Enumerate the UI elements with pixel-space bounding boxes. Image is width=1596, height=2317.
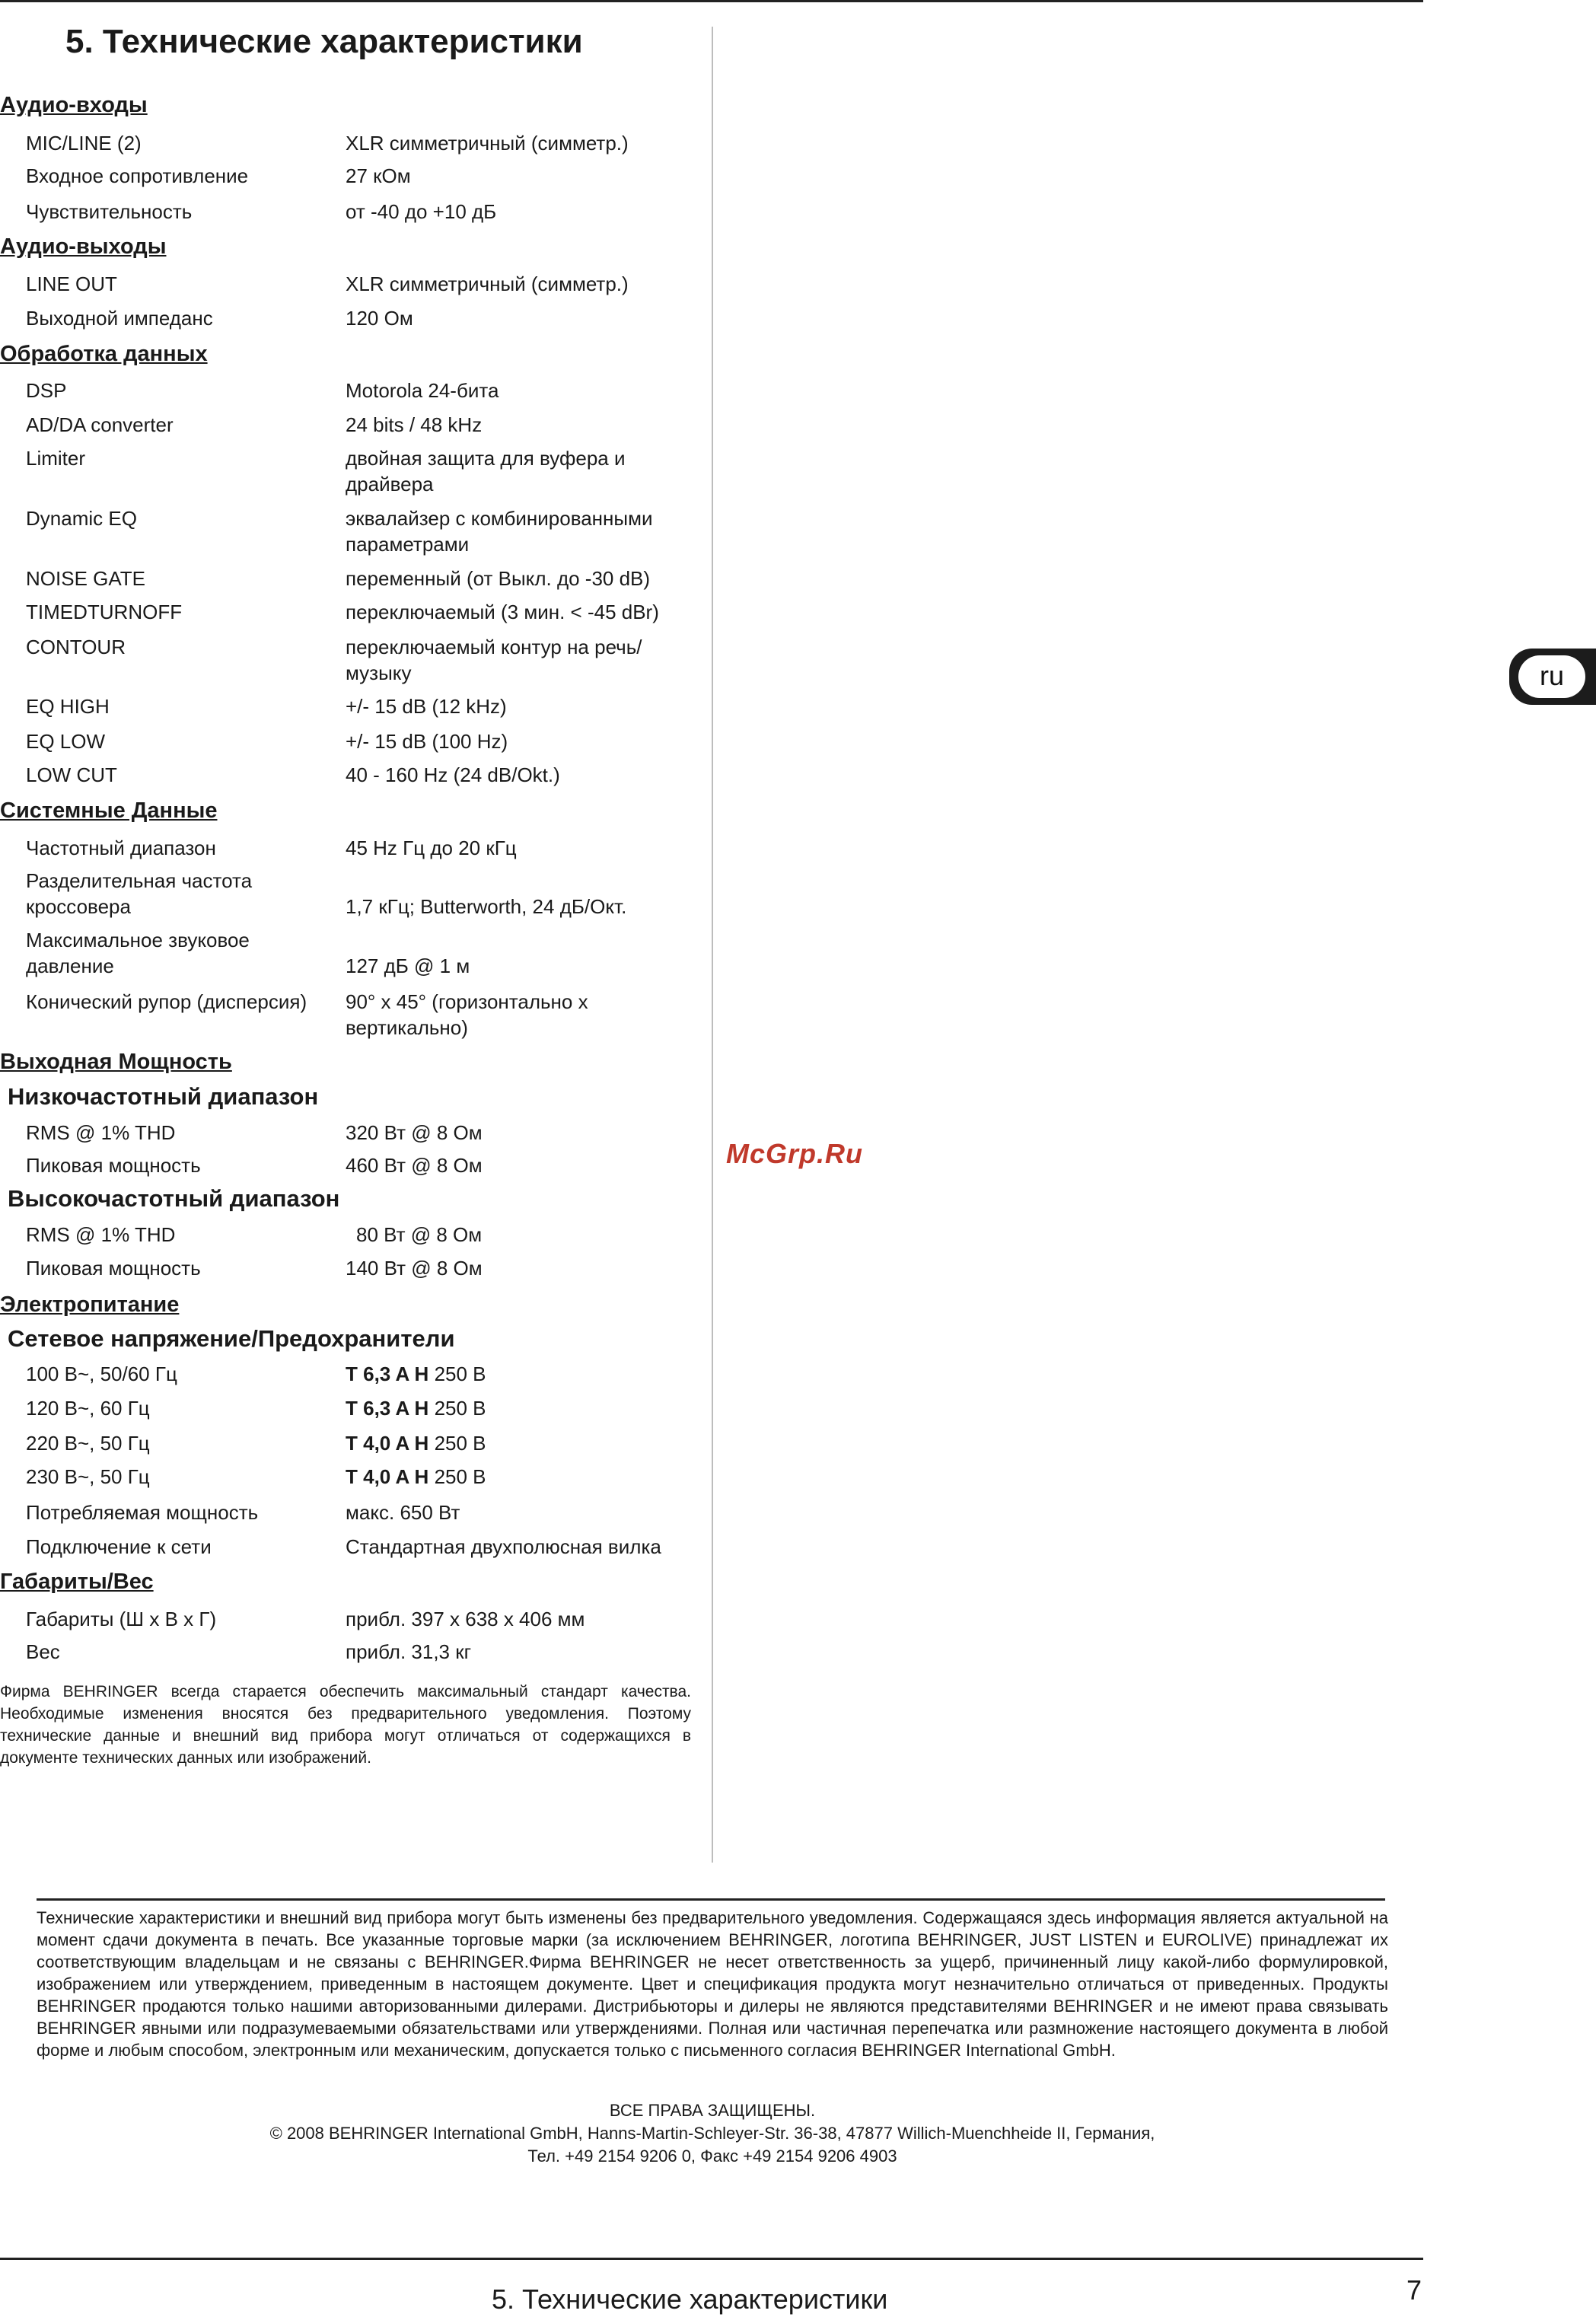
spec-label: Пиковая мощность <box>26 1257 201 1280</box>
spec-value: переменный (от Выкл. до -30 dB) <box>346 567 651 590</box>
fuse-type: T 4,0 A H <box>346 1465 429 1488</box>
spec-value: 90° x 45° (горизонтально x вертикально) <box>346 990 588 1039</box>
subsection-low-frequency: Низкочастотный диапазон <box>8 1083 319 1110</box>
fuse-type: T 4,0 A H <box>346 1432 429 1455</box>
spec-value: 24 bits / 48 kHz <box>346 413 483 436</box>
spec-label: Конический рупор (дисперсия) <box>26 990 307 1013</box>
spec-value <box>346 1430 703 1456</box>
spec-table <box>0 0 708 1675</box>
spec-label: Чувствительность <box>26 200 193 223</box>
spec-label: CONTOUR <box>26 636 126 658</box>
spec-label: Подключение к сети <box>26 1535 212 1558</box>
rights-reserved: ВСЕ ПРАВА ЗАЩИЩЕНЫ. <box>609 2101 816 2120</box>
spec-label: DSP <box>26 379 67 402</box>
spec-label: AD/DA converter <box>26 413 174 436</box>
spec-note: Фирма BEHRINGER всегда старается обеспечить максимальный стандарт качества. Необходимые изменения вносятся без предварительного уведомления. Поэтому технические данные и внешний вид прибора могут отличаться от содержащихся в документе технических данных или изображений. <box>0 1683 691 1767</box>
section-processing-title: Обработка данных <box>0 342 208 366</box>
spec-label: Dynamic EQ <box>26 507 137 530</box>
spec-label: RMS @ 1% THD <box>26 1223 176 1246</box>
bottom-rule <box>0 2258 1423 2260</box>
spec-value: XLR симметричный (симметр.) <box>346 132 629 155</box>
spec-label: Максимальное звуковое давление <box>26 929 250 977</box>
fuse-rating: 250 В <box>434 1362 486 1385</box>
spec-label: Потребляемая мощность <box>26 1501 259 1524</box>
spec-value: Стандартная двухполюсная вилка <box>346 1535 661 1558</box>
spec-label: 120 В~, 60 Гц <box>26 1397 150 1420</box>
spec-value: 140 Вт @ 8 Ом <box>346 1257 483 1280</box>
spec-value: 320 Вт @ 8 Ом <box>346 1121 483 1144</box>
spec-value: 1,7 кГц; Butterworth, 24 дБ/Окт. <box>346 895 627 918</box>
copyright-line: © 2008 BEHRINGER International GmbH, Hanns-Martin-Schleyer-Str. 36-38, 47877 Willich-Muenchheide II, Германия, <box>269 2124 1155 2143</box>
spec-label: Выходной импеданс <box>26 307 213 330</box>
rights-block <box>37 2099 1388 2168</box>
page-number: 7 <box>1406 2274 1422 2306</box>
spec-label: EQ LOW <box>26 730 106 753</box>
spec-label: Пиковая мощность <box>26 1154 201 1177</box>
subsection-mains-fuses: Сетевое напряжение/Предохранители <box>8 1325 455 1352</box>
spec-label: 220 В~, 50 Гц <box>26 1432 150 1455</box>
section-output-power-title: Выходная Мощность <box>0 1050 232 1074</box>
fuse-type: T 6,3 A H <box>346 1362 429 1385</box>
section-audio-inputs-title: Аудио-входы <box>0 93 148 117</box>
spec-label: Разделительная частота кроссовера <box>26 869 253 918</box>
footer-title: 5. Технические характеристики <box>492 2284 888 2315</box>
spec-label: LINE OUT <box>26 272 117 295</box>
spec-label: Частотный диапазон <box>26 837 216 859</box>
page-title: 5. Технические характеристики <box>65 23 583 60</box>
spec-label: RMS @ 1% THD <box>26 1121 176 1144</box>
spec-value: прибл. 31,3 кг <box>346 1640 472 1663</box>
spec-value: 45 Hz Гц до 20 кГц <box>346 837 517 859</box>
watermark: McGrp.Ru <box>726 1138 864 1169</box>
spec-value: 27 кОм <box>346 164 411 187</box>
spec-label: EQ HIGH <box>26 695 110 718</box>
spec-label: LOW CUT <box>26 763 117 786</box>
spec-value: макс. 650 Вт <box>346 1501 460 1524</box>
spec-value: двойная защита для вуфера и драйвера <box>346 447 626 496</box>
section-system-title: Системные Данные <box>0 798 218 823</box>
column-divider <box>712 27 713 1863</box>
spec-value: +/- 15 dB (12 kHz) <box>346 695 507 718</box>
contact-line: Тел. +49 2154 9206 0, Факс +49 2154 9206 4903 <box>527 2146 897 2166</box>
language-label: ru <box>1518 655 1585 698</box>
spec-value: 120 Ом <box>346 307 413 330</box>
subsection-high-frequency: Высокочастотный диапазон <box>8 1185 340 1212</box>
spec-label: NOISE GATE <box>26 567 145 590</box>
section-audio-outputs-title: Аудио-выходы <box>0 234 167 259</box>
spec-label: Габариты (Ш x В x Г) <box>26 1608 217 1630</box>
spec-value: XLR симметричный (симметр.) <box>346 272 629 295</box>
spec-value: 40 - 160 Hz (24 dB/Okt.) <box>346 763 560 786</box>
spec-label: Вес <box>26 1640 60 1663</box>
spec-label: Входное сопротивление <box>26 164 249 187</box>
disclaimer: Технические характеристики и внешний вид прибора могут быть изменены без предварительного уведомления. Содержащаяся здесь информация является актуальной на момент сдачи документа в печать. Все указанные торговые марки (за исключением BEHRINGER, логотипа BEHRINGER, JUST LISTEN и EUROLIVE) принадлежат их соответствующим владельцам и не связаны с BEHRINGER.Фирма BEHRINGER не несет ответственность за ущерб, причиненный лицу какой-либо формулировкой, изображением или утверждением, приведенным в настоящем документе. Цвет и спецификация продукта могут незначительно отличаться от приведенных. Продукты BEHRINGER продаются только нашими авторизованными дилерами. Дистрибьюторы и дилеры не являются представителями BEHRINGER и не имеют права связывать BEHRINGER явными или подразумеваемыми обязательствами или утверждениями. Полная или частичная перепечатка или размножение настоящего документа в любой форме и любым способом, электронным или механическим, допускается только с письменного согласия BEHRINGER International GmbH. <box>37 1908 1388 2060</box>
language-tab <box>1509 649 1596 705</box>
section-dimensions-title: Габариты/Вес <box>0 1570 154 1594</box>
spec-value: Motorola 24-бита <box>346 379 499 402</box>
section-power-title: Электропитание <box>0 1292 180 1317</box>
spec-value: +/- 15 dB (100 Hz) <box>346 730 508 753</box>
spec-label: 230 В~, 50 Гц <box>26 1465 150 1488</box>
spec-value: от -40 до +10 дБ <box>346 200 497 223</box>
spec-value: эквалайзер с комбинированными параметрами <box>346 507 653 556</box>
spec-value <box>346 1464 703 1490</box>
fuse-rating: 250 В <box>434 1432 486 1455</box>
spec-value: 80 Вт @ 8 Ом <box>356 1223 483 1246</box>
fuse-rating: 250 В <box>434 1465 486 1488</box>
fuse-rating: 250 В <box>434 1397 486 1420</box>
spec-label: 100 В~, 50/60 Гц <box>26 1362 177 1385</box>
spec-value: 460 Вт @ 8 Ом <box>346 1154 483 1177</box>
disclaimer-rule <box>37 1898 1385 1901</box>
spec-label: MIC/LINE (2) <box>26 132 142 155</box>
spec-value <box>346 1395 703 1421</box>
spec-label: TIMEDTURNOFF <box>26 601 183 623</box>
spec-label: Limiter <box>26 447 86 470</box>
spec-value: переключаемый (3 мин. < -45 dBr) <box>346 601 659 623</box>
fuse-type: T 6,3 A H <box>346 1397 429 1420</box>
spec-value: 127 дБ @ 1 м <box>346 955 470 977</box>
spec-value <box>346 1361 703 1387</box>
spec-value: переключаемый контур на речь/ музыку <box>346 636 642 684</box>
spec-value: прибл. 397 x 638 x 406 мм <box>346 1608 585 1630</box>
